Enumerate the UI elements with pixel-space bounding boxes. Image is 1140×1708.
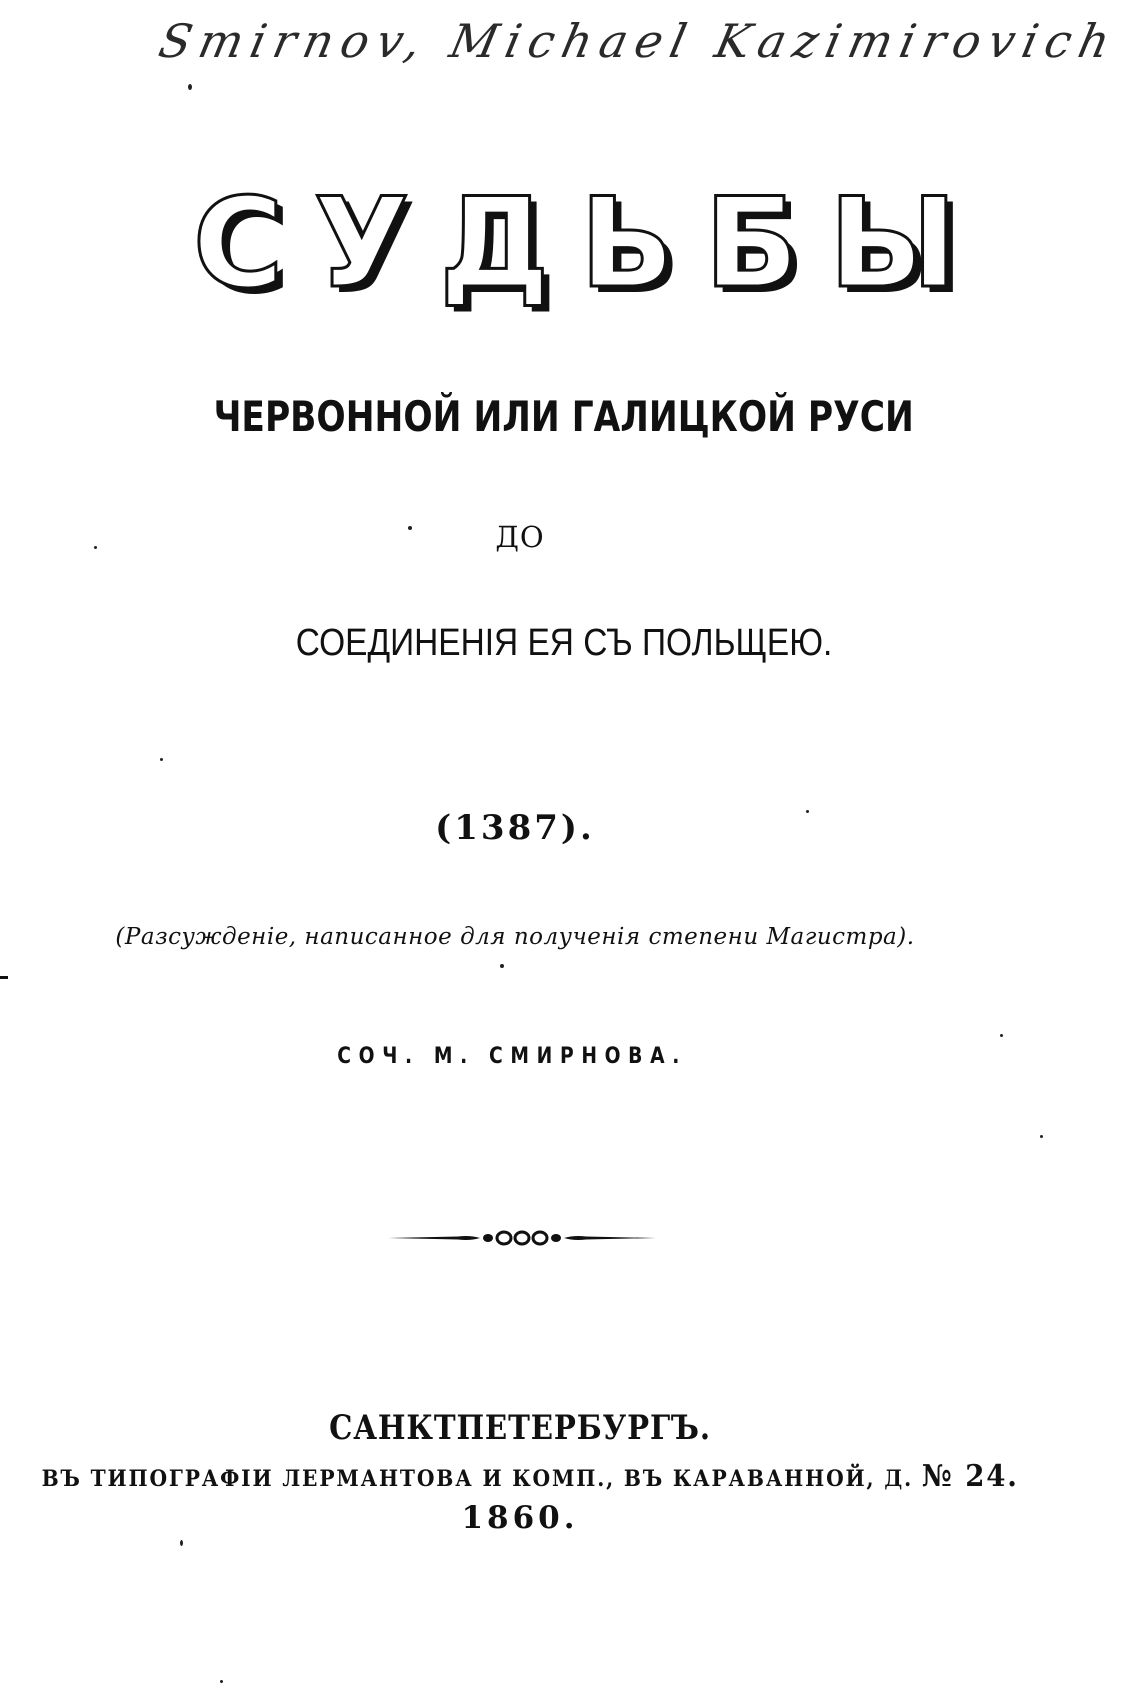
imprint-printer bbox=[42, 1459, 1091, 1494]
union-line: СОЕДИНЕНІЯ ЕЯ СЪ ПОЛЬЩЕЮ. bbox=[295, 622, 833, 664]
paper-speck bbox=[188, 84, 192, 90]
thesis-note: (Разсужденіе, написанное для полученія степени Магистра). bbox=[115, 924, 915, 950]
imprint-city: САНКТПЕТЕРБУРГЪ. bbox=[329, 1408, 711, 1448]
paper-speck bbox=[220, 1680, 223, 1683]
author-line: СОЧ. М. СМИРНОВА. bbox=[337, 1044, 687, 1069]
main-title: СУДЬБЫ bbox=[192, 172, 988, 316]
handwritten-inscription bbox=[154, 10, 1123, 100]
imprint-date: 1860. bbox=[461, 1500, 579, 1536]
margin-mark bbox=[0, 976, 8, 979]
paper-speck bbox=[1000, 1034, 1003, 1037]
paper-speck bbox=[160, 758, 163, 761]
paper-speck bbox=[500, 964, 504, 968]
paper-speck bbox=[94, 546, 97, 549]
paper-speck bbox=[1040, 1135, 1043, 1138]
handwritten-inscription-text: Smirnov, Michael Kazimirovich bbox=[154, 14, 1123, 68]
preposition-line: ДО bbox=[495, 520, 545, 554]
paper-speck bbox=[180, 1540, 183, 1546]
subtitle: ЧЕРВОННОЙ ИЛИ ГАЛИЦКОЙ РУСИ bbox=[213, 392, 914, 441]
paper-speck bbox=[408, 526, 412, 530]
imprint-printer-text: ВЪ ТИПОГРАФІИ ЛЕРМАНТОВА И КОМП., ВЪ КАРАВАННОЙ, Д. bbox=[41, 1466, 914, 1492]
imprint-house-number: № 24. bbox=[921, 1459, 1019, 1494]
paper-speck bbox=[806, 810, 809, 813]
year-line: (1387). bbox=[435, 808, 595, 848]
ornament-divider bbox=[388, 1226, 656, 1250]
